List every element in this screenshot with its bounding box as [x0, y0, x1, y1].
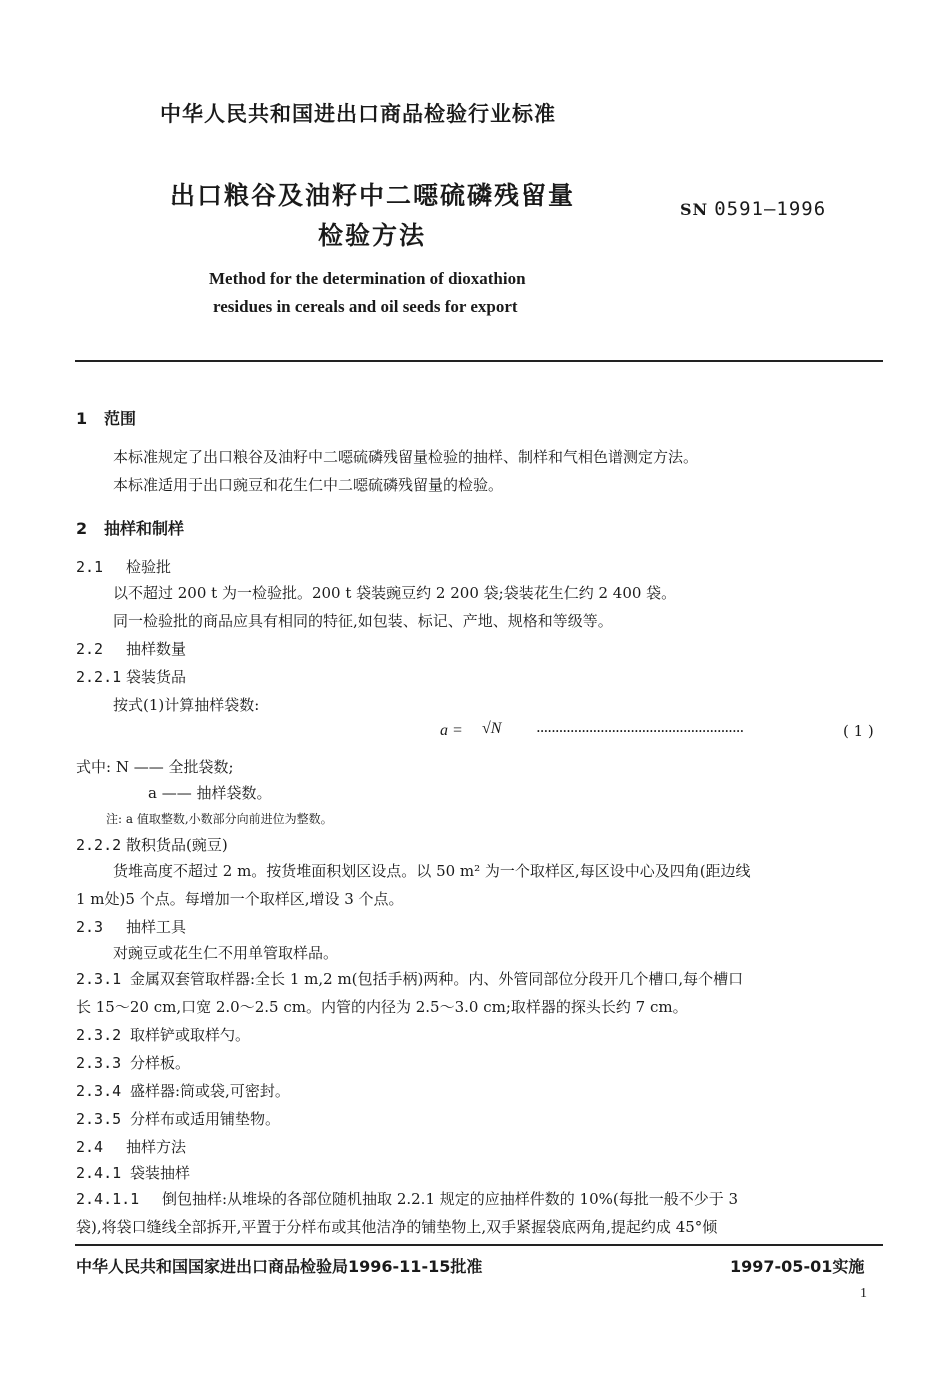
- standard-code-number: 0591—1996: [714, 198, 827, 220]
- section-2-3-5: [76, 1108, 280, 1129]
- section-2-3-3-number: 2.3.3: [76, 1054, 122, 1072]
- formula-leader-dots: ·······················································: [536, 722, 744, 740]
- section-1-title: 范围: [104, 409, 137, 428]
- section-2-4-1-1-line-1: [76, 1188, 738, 1209]
- section-2-3-1-line-2: 长 15～20 cm,口宽 2.0～2.5 cm。内管的内径为 2.5～3.0 cm;取样器的探头长约 7 cm。: [76, 998, 688, 1016]
- formula-note: 注: a 值取整数,小数部分向前进位为整数。: [106, 812, 333, 826]
- section-2-3-5-text: 分样布或适用铺垫物。: [130, 1110, 281, 1128]
- section-2-2-number: 2.2: [76, 640, 104, 658]
- section-1-paragraph-2: 本标准适用于出口豌豆和花生仁中二噁硫磷残留量的检验。: [113, 476, 504, 494]
- header-divider: [75, 360, 883, 362]
- title-line-1: 出口粮谷及油籽中二噁硫磷残留量: [170, 181, 576, 210]
- section-1-heading: [76, 406, 136, 429]
- footer-effective-date: 1997-05-01实施: [730, 1257, 865, 1276]
- section-2-3-3: [76, 1052, 190, 1073]
- section-2-3-title: 抽样工具: [126, 918, 187, 936]
- section-2-2-2-title: 散积货品(豌豆): [126, 836, 228, 854]
- section-1-paragraph-1: 本标准规定了出口粮谷及油籽中二噁硫磷残留量检验的抽样、制样和气相色谱测定方法。: [113, 448, 699, 466]
- english-title-line-1: Method for the determination of dioxathion: [209, 269, 526, 288]
- standard-body-header: 中华人民共和国进出口商品检验行业标准: [160, 102, 556, 126]
- footer-issuer: 中华人民共和国国家进出口商品检验局1996-11-15批准: [76, 1257, 483, 1276]
- section-2-4-title: 抽样方法: [126, 1138, 187, 1156]
- section-2-4-1-1-text: 倒包抽样:从堆垛的各部位随机抽取 2.2.1 规定的应抽样件数的 10%(每批一般不少于 3: [162, 1190, 739, 1208]
- formula-tag: ( 1 ): [843, 722, 874, 740]
- section-2-4-1-heading: [76, 1162, 190, 1183]
- standard-code-prefix: SN: [680, 200, 709, 219]
- formula-lhs: a =: [440, 722, 463, 739]
- section-2-2-heading: [76, 638, 186, 659]
- section-2-title: 抽样和制样: [104, 519, 185, 538]
- section-2-3-4-number: 2.3.4: [76, 1082, 122, 1100]
- section-2-1-title: 检验批: [126, 558, 172, 576]
- formula-rhs: √N: [482, 720, 502, 737]
- section-2-3-1-line-1: [76, 968, 743, 989]
- section-2-number: 2: [76, 519, 88, 538]
- section-2-3-2-number: 2.3.2: [76, 1026, 122, 1044]
- section-1-number: 1: [76, 409, 88, 428]
- footer-divider: [75, 1244, 883, 1246]
- standard-code: [680, 198, 826, 220]
- section-2-2-title: 抽样数量: [126, 640, 187, 658]
- section-2-3-1-text: 金属双套管取样器:全长 1 m,2 m(包括手柄)两种。内、外管同部位分段开几个槽口,每个槽口: [130, 970, 744, 988]
- section-2-2-1-heading: [76, 666, 186, 687]
- section-2-2-2-paragraph-2: 1 m处)5 个点。每增加一个取样区,增设 3 个点。: [76, 890, 404, 908]
- section-2-1-heading: [76, 556, 171, 577]
- section-2-3-3-text: 分样板。: [130, 1054, 191, 1072]
- section-2-3-5-number: 2.3.5: [76, 1110, 122, 1128]
- section-2-3-heading: [76, 916, 186, 937]
- section-2-4-number: 2.4: [76, 1138, 104, 1156]
- section-2-3-number: 2.3: [76, 918, 104, 936]
- section-2-4-1-title: 袋装抽样: [130, 1164, 191, 1182]
- section-2-3-2: [76, 1024, 250, 1045]
- section-2-2-2-heading: [76, 834, 228, 855]
- section-2-3-2-text: 取样铲或取样勺。: [130, 1026, 251, 1044]
- title-line-2: 检验方法: [318, 221, 427, 250]
- section-2-4-1-1-line-2: 袋),将袋口缝线全部拆开,平置于分样布或其他洁净的铺垫物上,双手紧握袋底两角,提起约成 45°倾: [76, 1218, 718, 1236]
- section-2-1-paragraph-2: 同一检验批的商品应具有相同的特征,如包装、标记、产地、规格和等级等。: [113, 612, 613, 630]
- section-2-2-1-paragraph: 按式(1)计算抽样袋数:: [113, 696, 260, 714]
- section-2-3-4-text: 盛样器:筒或袋,可密封。: [130, 1082, 290, 1100]
- section-2-1-number: 2.1: [76, 558, 104, 576]
- section-2-3-4: [76, 1080, 290, 1101]
- section-2-2-1-title: 袋装货品: [126, 668, 187, 686]
- section-2-2-2-number: 2.2.2: [76, 836, 122, 854]
- section-2-4-heading: [76, 1136, 186, 1157]
- section-2-heading: [76, 516, 184, 539]
- where-line-2: a —— 抽样袋数。: [148, 784, 272, 802]
- english-title-line-2: residues in cereals and oil seeds for export: [213, 297, 518, 316]
- section-2-4-1-number: 2.4.1: [76, 1164, 122, 1182]
- section-2-2-1-number: 2.2.1: [76, 668, 122, 686]
- page-number: 1: [860, 1286, 867, 1301]
- section-2-4-1-1-number: 2.4.1.1: [76, 1190, 140, 1208]
- section-2-1-paragraph-1: 以不超过 200 t 为一检验批。200 t 袋装豌豆约 2 200 袋;袋装花生仁约 2 400 袋。: [113, 584, 677, 602]
- section-2-3-paragraph: 对豌豆或花生仁不用单管取样品。: [113, 944, 339, 962]
- where-line-1: 式中: N —— 全批袋数;: [76, 758, 234, 776]
- section-2-3-1-number: 2.3.1: [76, 970, 122, 988]
- section-2-2-2-paragraph-1: 货堆高度不超过 2 m。按货堆面积划区设点。以 50 m² 为一个取样区,每区设中心及四角(距边线: [113, 862, 751, 880]
